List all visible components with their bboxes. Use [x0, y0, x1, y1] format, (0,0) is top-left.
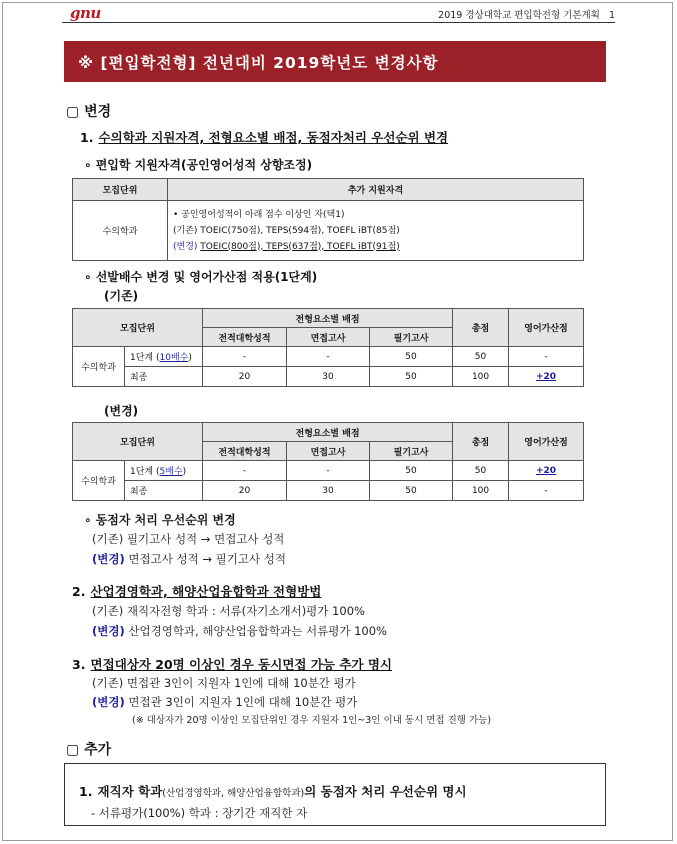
table-cell-unit: 수의학과	[73, 201, 168, 261]
section-heading-change: ▢ 변경	[66, 104, 112, 120]
table-header: 전형요소별 배점	[203, 309, 453, 328]
item3-after	[92, 694, 357, 710]
table-cell-stage: 최종	[125, 367, 203, 387]
sub3-title: ∘ 동점자 처리 우선순위 변경	[84, 513, 236, 527]
table-cell: 50	[370, 461, 453, 481]
table-header: 면접고사	[287, 442, 370, 461]
table-cell: -	[203, 461, 287, 481]
table-header: 면접고사	[287, 328, 370, 347]
item2-number: 2.	[72, 584, 86, 599]
table-header: 총점	[453, 309, 509, 347]
table-cell: -	[509, 347, 584, 367]
change-label: (변경)	[92, 695, 125, 709]
item3-before: (기존) 면접관 3인이 지원자 1인에 대해 10분간 평가	[92, 676, 356, 690]
table-cell: 50	[370, 347, 453, 367]
before-label: (기존)	[104, 289, 139, 303]
table-header: 전형요소별 배점	[203, 423, 453, 442]
title-banner	[64, 41, 606, 82]
score-table-after	[72, 422, 584, 501]
add-item1-title-a: 재직자 학과	[97, 784, 163, 799]
running-header	[438, 7, 615, 21]
table-header: 필기고사	[370, 442, 453, 461]
table-header: 모집단위	[73, 309, 203, 347]
table-cell: 50	[370, 481, 453, 501]
addition-box	[64, 763, 606, 826]
table-cell: 100	[453, 481, 509, 501]
table-cell: 30	[287, 367, 370, 387]
tiebreak-after	[92, 551, 286, 567]
add-item1-line: - 서류평가(100%) 학과 : 장기간 재직한 자	[91, 806, 308, 820]
item1-title-row	[80, 127, 448, 146]
item2-after	[92, 623, 387, 639]
table-header: 필기고사	[370, 328, 453, 347]
add-item1-title-c: 의 동점자 처리 우선순위 명시	[304, 784, 467, 799]
change-label: (변경)	[92, 552, 125, 566]
item3-after-text: 면접관 3인이 지원자 1인에 대해 10분간 평가	[124, 695, 358, 709]
stage-paren: )	[182, 467, 187, 477]
table-cell-stage	[125, 461, 203, 481]
section-heading-add: ▢ 추가	[66, 742, 112, 758]
add-item1-title-row	[79, 781, 467, 800]
university-logo: gnu	[70, 4, 101, 22]
before-scores: TOEIC(750점), TEPS(594점), TOEFL iBT(85점)	[200, 225, 400, 236]
table-cell-requirement	[168, 201, 584, 261]
table-cell: 50	[370, 367, 453, 387]
table-cell: 50	[453, 461, 509, 481]
item3-title: 면접대상자 20명 이상인 경우 동시면접 가능 추가 명시	[90, 657, 392, 672]
item1-title: 수의학과 지원자격, 전형요소별 배점, 동점자처리 우선순위 변경	[98, 130, 449, 145]
item2-before: (기존) 재직자전형 학과 : 서류(자기소개서)평가 100%	[92, 604, 365, 618]
item3-note: (※ 대상자가 20명 이상인 모집단위인 경우 지원자 1인~3인 이내 동시 면접 진행 가능)	[132, 715, 492, 726]
add-item1-title-b: (산업경영학과, 해양산업융합학과)	[162, 788, 305, 799]
table-header: 모집단위	[73, 179, 168, 201]
sub2-title: ∘ 선발배수 변경 및 영어가산점 적용(1단계)	[84, 270, 318, 284]
table-cell-unit: 수의학과	[73, 347, 125, 387]
requirement-after	[173, 239, 583, 255]
stage-multiple: 10배수	[159, 353, 189, 363]
item2-after-text: 산업경영학과, 해양산업융합학과는 서류평가 100%	[124, 624, 387, 638]
tiebreak-before: (기존) 필기고사 성적 → 면접고사 성적	[92, 532, 285, 546]
table-header: 전적대학성적	[203, 328, 287, 347]
table-header: 추가 지원자격	[168, 179, 584, 201]
table-cell-stage	[125, 347, 203, 367]
before-prefix: (기존)	[173, 225, 201, 236]
table-cell: -	[203, 347, 287, 367]
page-number: 1	[608, 10, 615, 21]
requirement-line: • 공인영어성적이 아래 점수 이상인 자(택1)	[173, 209, 345, 220]
table-cell-stage: 최종	[125, 481, 203, 501]
table-header: 총점	[453, 423, 509, 461]
table-cell: +20	[509, 461, 584, 481]
table-cell: 50	[453, 347, 509, 367]
after-label: (변경)	[104, 404, 139, 418]
item3-title-row	[72, 654, 392, 673]
table-header: 영어가산점	[509, 423, 584, 461]
stage-multiple: 5배수	[159, 467, 183, 477]
sub1-title: ∘ 편입학 지원자격(공인영어성적 상향조정)	[84, 158, 313, 172]
table-cell: 20	[203, 481, 287, 501]
after-prefix: (변경)	[173, 241, 201, 252]
item1-number: 1.	[80, 130, 94, 145]
after-scores: TOEIC(800점), TEPS(637점), TOEFL iBT(91점)	[200, 241, 400, 252]
score-table-before	[72, 308, 584, 387]
tiebreak-after-text: 면접고사 성적 → 필기고사 성적	[124, 552, 286, 566]
table-header: 영어가산점	[509, 309, 584, 347]
running-title: 2019 경상대학교 편입학전형 기본계획	[438, 10, 600, 21]
change-label: (변경)	[92, 624, 125, 638]
table-cell: 100	[453, 367, 509, 387]
table-cell: -	[287, 461, 370, 481]
table-cell: +20	[509, 367, 584, 387]
banner-title: ※ [편입학전형] 전년대비 2019학년도 변경사항	[78, 53, 439, 72]
table-cell: -	[287, 347, 370, 367]
table-cell: 20	[203, 367, 287, 387]
stage-paren: )	[188, 353, 192, 363]
item2-title: 산업경영학과, 해양산업융합학과 전형방법	[90, 584, 322, 599]
add-item1-number: 1.	[79, 784, 93, 799]
header-rule	[62, 22, 615, 23]
table-header: 전적대학성적	[203, 442, 287, 461]
item3-number: 3.	[72, 657, 86, 672]
table-cell: 30	[287, 481, 370, 501]
stage-label: 1단계 (	[130, 353, 160, 363]
table-cell: -	[509, 481, 584, 501]
table-cell-unit: 수의학과	[73, 461, 125, 501]
stage-label: 1단계 (	[130, 467, 160, 477]
eligibility-table	[72, 178, 584, 261]
table-header: 모집단위	[73, 423, 203, 461]
requirement-before	[173, 223, 583, 239]
item2-title-row	[72, 581, 321, 600]
